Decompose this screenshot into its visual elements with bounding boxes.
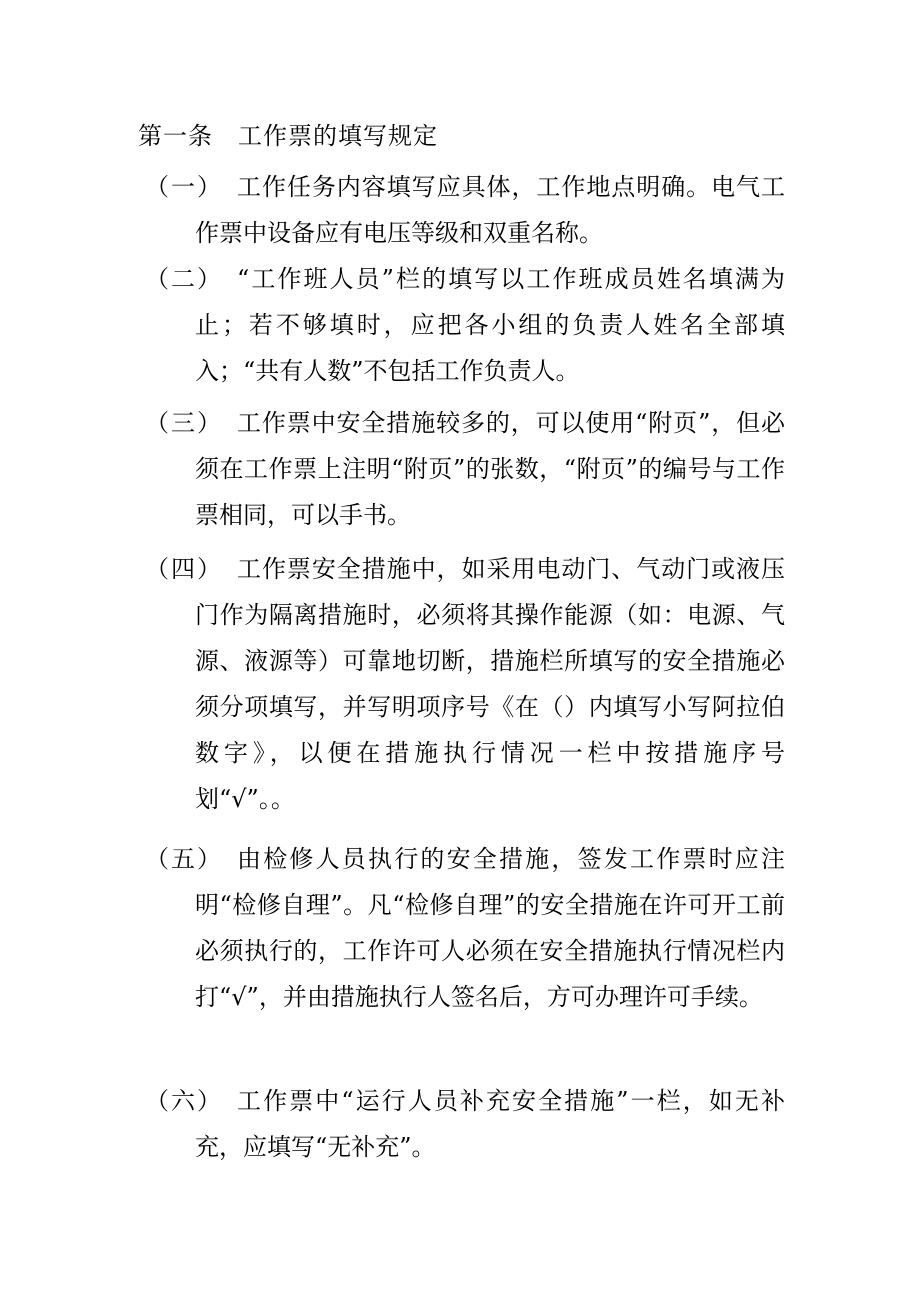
item-text: 工作票中安全措施较多的，可以使用“附页”，但必须在工作票上注明“附页”的张数，“附页”的编号与工作票相同，可以手书。 (195, 409, 785, 529)
item-marker: （二） (145, 265, 223, 293)
list-item (145, 400, 785, 538)
item-text: “工作班人员”栏的填写以工作班成员姓名填满为止；若不够填时，应把各小组的负责人姓名全部填入；“共有人数”不包括工作负责人。 (195, 265, 785, 385)
item-text: 工作票中“运行人员补充安全措施”一栏，如无补充，应填写“无补充”。 (195, 1087, 785, 1161)
item-marker: （一） (145, 173, 223, 201)
list-item (145, 164, 785, 256)
list-item (145, 1078, 785, 1170)
item-marker: （四） (145, 555, 223, 583)
item-marker: （六） (145, 1087, 223, 1115)
item-text: 工作票安全措施中，如采用电动门、气动门或液压门作为隔离措施时，必须将其操作能源（如：电源、气源、液源等）可靠地切断，措施栏所填写的安全措施必须分项填写，并写明项序号《在（）内填写小写阿拉伯数字》，以便在措施执行情况一栏中按措施序号划“√”。。 (195, 555, 785, 813)
item-text: 工作任务内容填写应具体，工作地点明确。电气工作票中设备应有电压等级和双重名称。 (195, 173, 785, 247)
list-item (145, 546, 785, 822)
section-title: 第一条 工作票的填写规定 (138, 122, 438, 150)
list-item (145, 256, 785, 394)
item-marker: （三） (145, 409, 223, 437)
list-item (145, 836, 785, 1020)
item-marker: （五） (145, 845, 223, 873)
item-text: 由检修人员执行的安全措施，签发工作票时应注明“检修自理”。凡“检修自理”的安全措施在许可开工前必须执行的，工作许可人必须在安全措施执行情况栏内打“√”，并由措施执行人签名后，方可办理许可手续。 (195, 845, 785, 1011)
